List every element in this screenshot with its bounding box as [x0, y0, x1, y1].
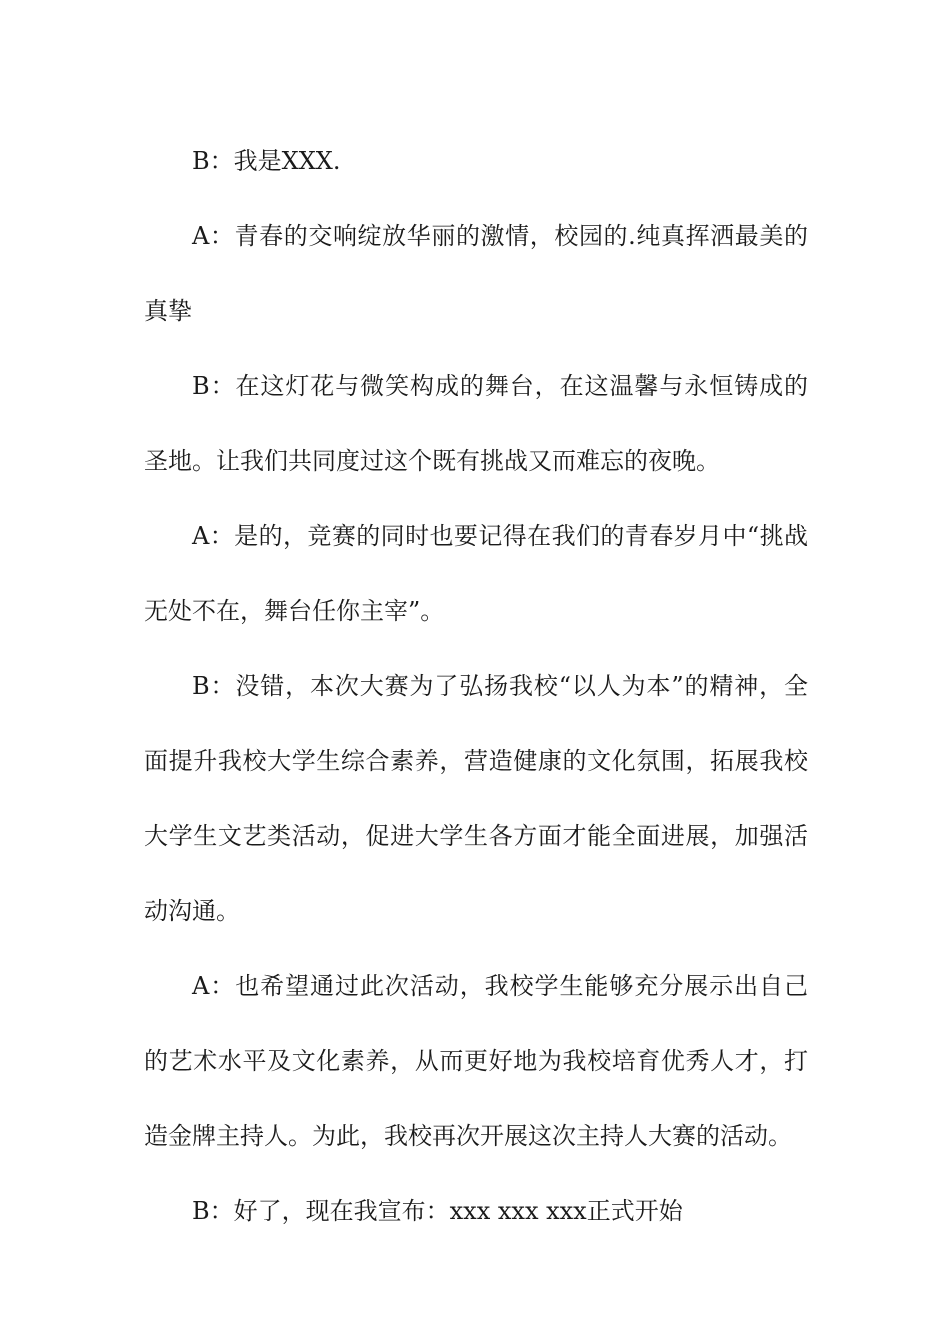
dialogue-paragraph-1: B：我是XXX. [192, 147, 341, 175]
dialogue-paragraph-6: A：也希望通过此次活动，我校学生能够充分展示出自己的艺术水平及文化素养，从而更好地为我校培育优秀人才，打造金牌主持人。为此，我校再次开展这次主持人大赛的活动。 [144, 972, 808, 1150]
dialogue-paragraph-3: B：在这灯花与微笑构成的舞台，在这温馨与永恒铸成的圣地。让我们共同度过这个既有挑战又而难忘的夜晚。 [144, 372, 808, 475]
dialogue-paragraph-7: B：好了，现在我宣布：xxx xxx xxx正式开始 [192, 1197, 683, 1225]
dialogue-paragraph-4: A：是的，竞赛的同时也要记得在我们的青春岁月中“挑战无处不在，舞台任你主宰”。 [144, 522, 808, 625]
dialogue-paragraph-2: A：青春的交响绽放华丽的激情，校园的.纯真挥洒最美的真挚 [144, 222, 808, 325]
document-body [144, 124, 808, 1249]
dialogue-paragraph-5: B：没错，本次大赛为了弘扬我校“以人为本”的精神，全面提升我校大学生综合素养，营造健康的文化氛围，拓展我校大学生文艺类活动，促进大学生各方面才能全面进展，加强活动沟通。 [144, 672, 808, 925]
